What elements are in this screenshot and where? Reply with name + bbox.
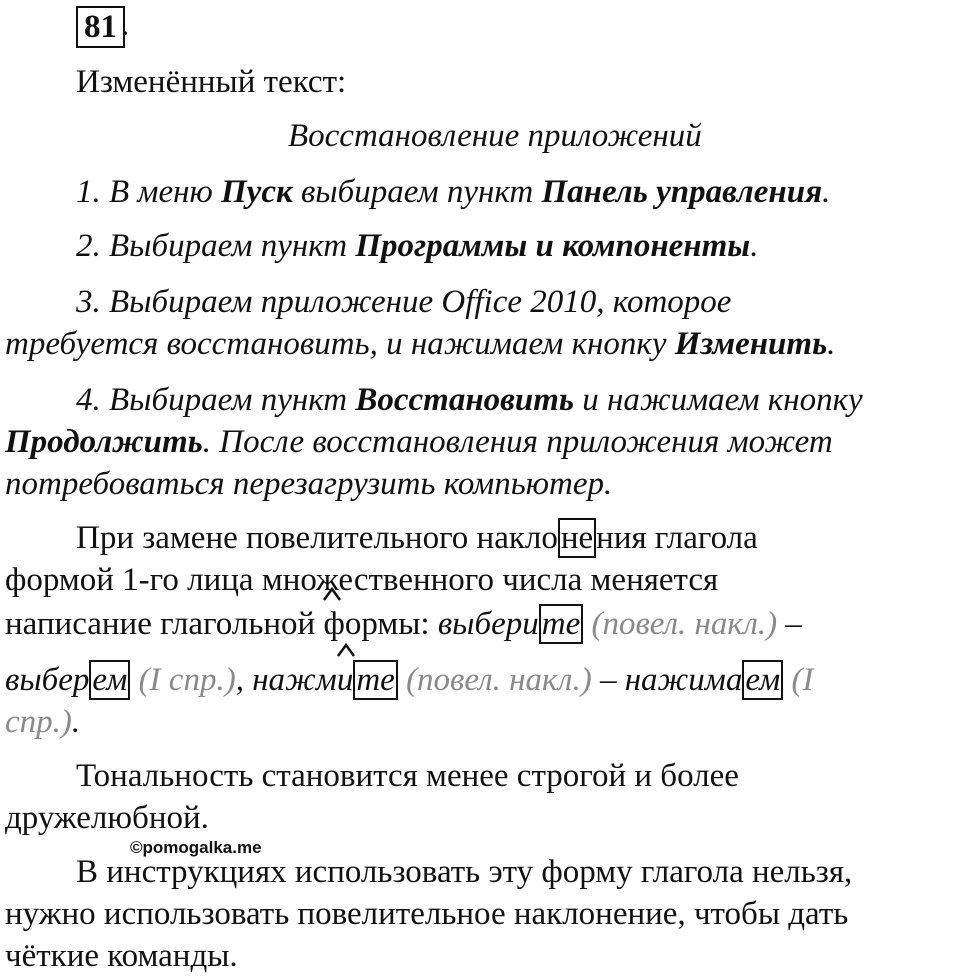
comma-1: , bbox=[235, 662, 253, 698]
explain-text-2c: и bbox=[518, 562, 537, 598]
ending-box-em-2: ем bbox=[742, 660, 783, 700]
step-2 bbox=[76, 226, 758, 266]
step-4-line-1 bbox=[76, 380, 863, 420]
explain-line-5 bbox=[5, 702, 80, 742]
step-1-bold-start: Пуск bbox=[221, 174, 293, 210]
tone-line-2: дружелюбной. bbox=[5, 800, 209, 836]
explain-text-2b: сла меняется bbox=[536, 562, 719, 598]
instructions-line-2: нужно использовать повелительное наклонение, чтобы дать bbox=[5, 896, 849, 932]
stress-mark-i bbox=[337, 660, 354, 700]
explain-text-1a: При замене повелительного накло bbox=[76, 520, 558, 556]
explain-line-2 bbox=[5, 560, 718, 600]
explain-text-3a: написание глагольной bbox=[5, 606, 324, 642]
instructions-line-1: В инструкциях использовать эту форму глагола нельзя, bbox=[76, 854, 853, 890]
word-vyberem: выбер bbox=[5, 662, 90, 698]
ending-box-te-1: те bbox=[539, 604, 583, 644]
step-1-bold-panel: Панель управления bbox=[541, 174, 823, 210]
step-4-bold-restore: Восстановить bbox=[355, 382, 574, 418]
note-conj-1: (I спр.) bbox=[130, 662, 236, 698]
explain-line-1 bbox=[76, 518, 758, 558]
suffix-box-ne: не bbox=[558, 518, 596, 558]
step-2-bold-programs: Программы и компоненты bbox=[355, 228, 751, 264]
ending-box-te-2: те bbox=[353, 660, 397, 700]
intro-line: Изменённый текст: bbox=[76, 64, 347, 100]
doc-title: Восстановление приложений bbox=[288, 118, 702, 154]
dash-1: – bbox=[777, 606, 802, 642]
step-4-bold-continue: Продолжить bbox=[5, 424, 203, 460]
step-3-line-1: 3. Выбираем приложение Office 2010, которое bbox=[76, 284, 732, 320]
note-conj-2a: (I bbox=[783, 662, 814, 698]
exercise-number: 81 bbox=[76, 6, 125, 48]
explain-line-3 bbox=[5, 604, 802, 644]
step-1-text-a: 1. В меню bbox=[76, 174, 222, 210]
note-conj-2b: спр.) bbox=[5, 704, 72, 740]
exercise-number-dot: . bbox=[121, 7, 130, 43]
tone-line-1: Тональность становится менее строгой и более bbox=[76, 758, 739, 794]
dash-2: – bbox=[591, 662, 625, 698]
step-3-bold-change: Изменить bbox=[674, 326, 828, 362]
step-2-end: . bbox=[750, 228, 759, 264]
step-2-text-a: 2. Выбираем пункт bbox=[76, 228, 356, 264]
step-4-text-c: . После восстановления приложения может bbox=[202, 424, 833, 460]
word-vyberite: выбери bbox=[437, 606, 539, 642]
step-4-text-b: и нажимаем кнопку bbox=[574, 382, 863, 418]
note-imperative-2: (повел. накл.) bbox=[397, 662, 592, 698]
explain-text-2a: формой 1-го лица множественного ч bbox=[5, 562, 519, 598]
explain-text-3b: ормы: bbox=[344, 606, 438, 642]
watermark: ©pomogalka.me bbox=[130, 838, 262, 857]
step-1-end: . bbox=[822, 174, 831, 210]
step-1-text-c: выбираем пункт bbox=[292, 174, 542, 210]
explain-end: . bbox=[71, 704, 81, 740]
explain-line-4 bbox=[5, 660, 813, 700]
explain-text-3c: ф bbox=[323, 606, 345, 642]
step-4-text-a: 4. Выбираем пункт bbox=[76, 382, 356, 418]
ending-box-em-1: ем bbox=[89, 660, 130, 700]
stress-mark-f bbox=[323, 604, 344, 644]
note-imperative-1: (повел. накл.) bbox=[583, 606, 778, 642]
word-nazhm-i: и bbox=[336, 662, 354, 698]
step-4-line-2 bbox=[5, 422, 833, 462]
step-3-text: требуется восстановить, и нажимаем кнопку bbox=[5, 326, 675, 362]
word-nazhimaem: нажима bbox=[624, 662, 743, 698]
explain-text-1b: ния глагола bbox=[596, 520, 758, 556]
instructions-line-3: чёткие команды. bbox=[5, 938, 238, 974]
step-4-line-3: потребоваться перезагрузить компьютер. bbox=[5, 466, 613, 502]
step-3-line-2 bbox=[5, 324, 835, 364]
step-3-end: . bbox=[827, 326, 836, 362]
word-nazhm: нажм bbox=[252, 662, 337, 698]
step-1 bbox=[76, 172, 830, 212]
